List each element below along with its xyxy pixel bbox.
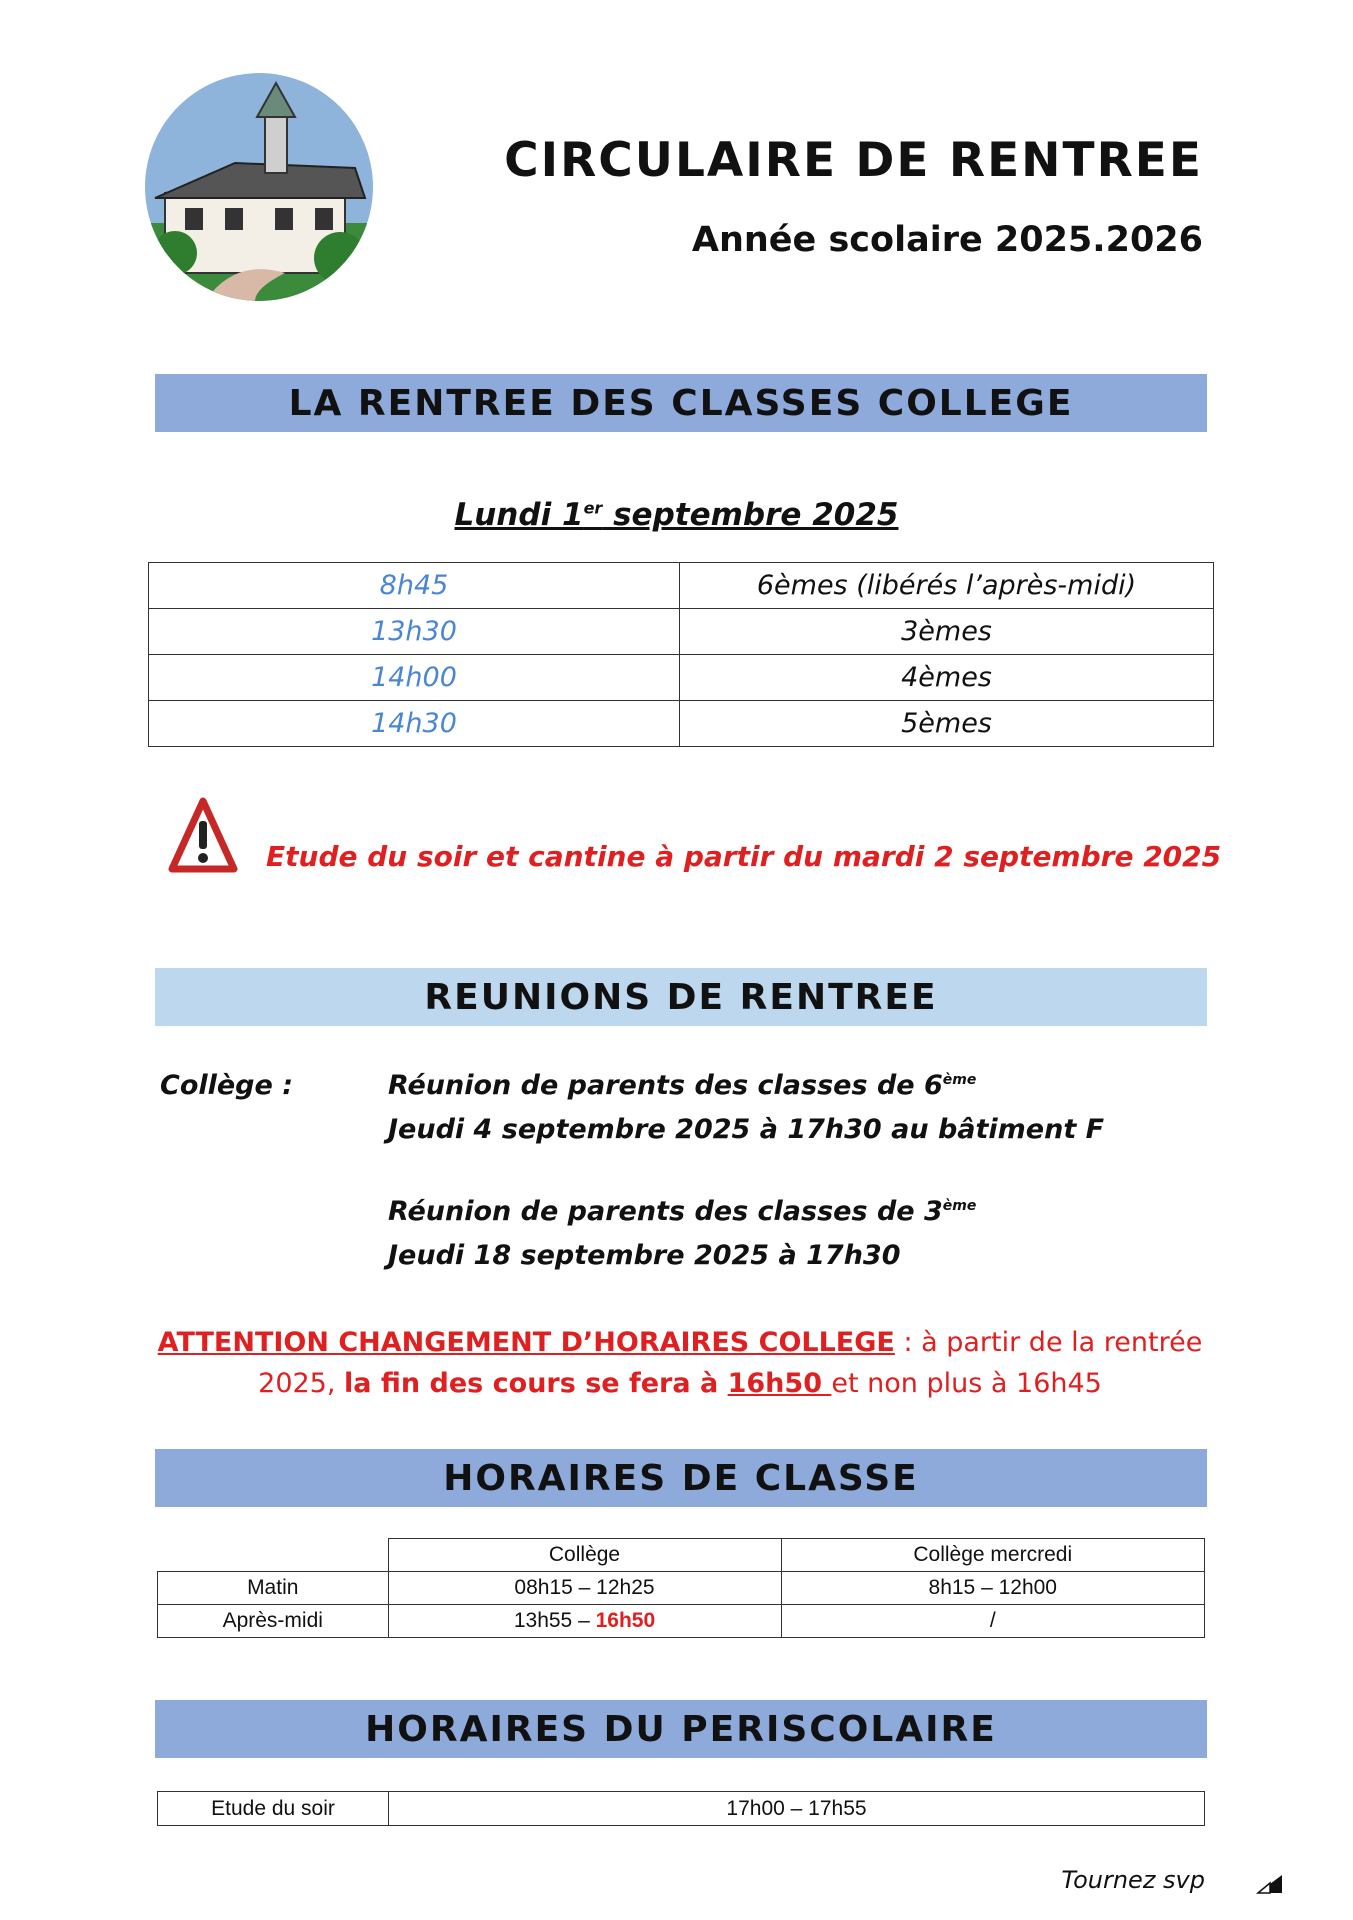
empty-corner-cell: [158, 1539, 389, 1572]
meeting2-date: Jeudi 18 septembre 2025 à 17h30: [388, 1240, 901, 1271]
table-row: [158, 1605, 1205, 1638]
row-label: Après-midi: [158, 1605, 389, 1638]
meeting1-sup: ème: [942, 1072, 977, 1088]
section-heading-horaires-classe: HORAIRES DE CLASSE: [155, 1449, 1207, 1507]
row-label: Etude du soir: [158, 1792, 389, 1826]
row-label: Matin: [158, 1572, 389, 1605]
notice-bold: la fin des cours se fera à: [344, 1368, 728, 1399]
college-hours: 08h15 – 12h25: [388, 1572, 781, 1605]
document-title: CIRCULAIRE DE RENTREE: [504, 133, 1203, 188]
time-cell: 14h00: [149, 655, 680, 701]
column-header: Collège mercredi: [781, 1539, 1205, 1572]
periscolaire-hours: 17h00 – 17h55: [389, 1792, 1205, 1826]
section-heading-periscolaire: HORAIRES DU PERISCOLAIRE: [155, 1700, 1207, 1758]
wednesday-hours: 8h15 – 12h00: [781, 1572, 1205, 1605]
notice-end: et non plus à 16h45: [831, 1368, 1102, 1399]
school-year: Année scolaire 2025.2026: [691, 220, 1203, 260]
meeting1-text: Réunion de parents des classes de 6: [388, 1070, 943, 1101]
turn-over-note: Tournez svp: [1061, 1866, 1205, 1894]
table-row: [149, 701, 1214, 747]
notice-headline: ATTENTION CHANGEMENT D’HORAIRES COLLEGE: [157, 1327, 895, 1358]
college-hours: [388, 1605, 781, 1638]
rentree-schedule-table: [148, 562, 1214, 747]
meeting2-title: [388, 1196, 976, 1227]
group-cell: 6èmes (libérés l’après-midi): [680, 563, 1214, 609]
section-heading-rentree: LA RENTREE DES CLASSES COLLEGE: [155, 374, 1207, 432]
time-cell: 13h30: [149, 609, 680, 655]
group-cell: 5èmes: [680, 701, 1214, 747]
column-header: Collège: [388, 1539, 781, 1572]
schedule-change-notice: [150, 1322, 1210, 1404]
periscolaire-table: [157, 1791, 1205, 1826]
date-sup: er: [583, 498, 603, 518]
warning-message: Etude du soir et cantine à partir du mardi 2 septembre 2025: [266, 840, 1222, 873]
table-row: [158, 1572, 1205, 1605]
start-time: 13h55 –: [513, 1609, 596, 1632]
time-cell: 8h45: [149, 563, 680, 609]
page-corner-icon: [1256, 1873, 1284, 1895]
date-prefix: Lundi 1: [454, 497, 584, 533]
time-cell: 14h30: [149, 701, 680, 747]
wednesday-hours: /: [781, 1605, 1205, 1638]
table-header-row: [158, 1539, 1205, 1572]
group-cell: 4èmes: [680, 655, 1214, 701]
meeting1-title: [388, 1070, 976, 1101]
table-row: [149, 609, 1214, 655]
meeting2-text: Réunion de parents des classes de 3: [388, 1196, 943, 1227]
notice-text: : à partir de la rentrée 2025,: [258, 1327, 1203, 1399]
notice-time: 16h50: [727, 1368, 832, 1399]
school-logo: [145, 73, 373, 301]
college-label: Collège :: [160, 1070, 294, 1101]
table-row: [149, 655, 1214, 701]
class-hours-table: [157, 1538, 1205, 1638]
rentree-date: [0, 497, 1353, 533]
date-suffix: septembre 2025: [602, 497, 899, 533]
end-time-highlight: 16h50: [595, 1609, 656, 1632]
meeting2-sup: ème: [942, 1198, 977, 1214]
group-cell: 3èmes: [680, 609, 1214, 655]
table-row: [149, 563, 1214, 609]
warning-icon: [168, 797, 238, 877]
meeting1-date: Jeudi 4 septembre 2025 à 17h30 au bâtiment F: [388, 1114, 1105, 1145]
table-row: [158, 1792, 1205, 1826]
section-heading-reunions: REUNIONS DE RENTREE: [155, 968, 1207, 1026]
